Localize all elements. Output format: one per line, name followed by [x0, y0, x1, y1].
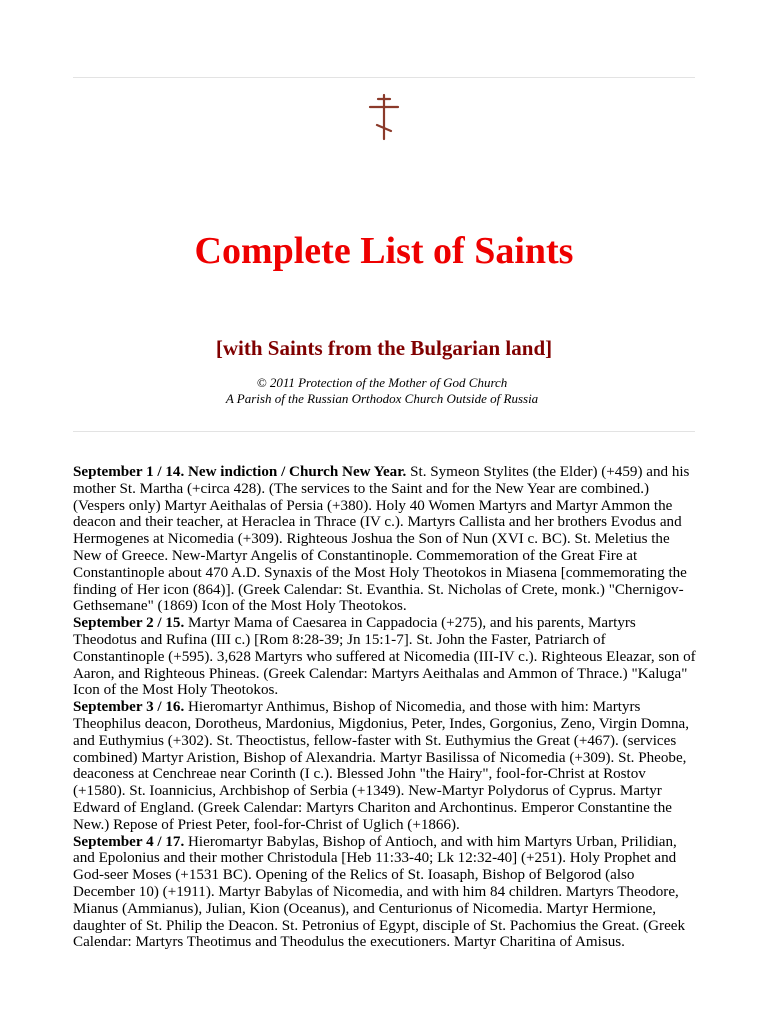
entry-text: Hieromartyr Anthimus, Bishop of Nicomedia, and those with him: Martyrs Theophilus deacon, Dorotheus, Mardonius, Migdonius, Peter, Indes, Gorgonius, Zeno, Virgin Domna, and Euthymius (+302). St. Theoctistus, fellow-faster with St. Euthymius the Great (+467). (services combined) Martyr Aristion, Bishop of Alexandria. Martyr Basilissa of Nicomedia (+309). St. Pheobe, deaconess at Cenchreae near Corinth (I c.). Blessed John "the Hairy", fool-for-Christ at Rostov (+1580). St. Ioannicius, Archbishop of Serbia (+1349). New-Martyr Polydorus of Cyprus. Martyr Edward of England. (Greek Calendar: Martyrs Chariton and Archontinus. Emperor Constantine the New.) Repose of Priest Peter, fool-for-Christ of Uglich (+1866). [73, 699, 690, 833]
parish-line: A Parish of the Russian Orthodox Church Outside of Russia [225, 391, 539, 406]
entry-date: September 4 / 17. [73, 833, 185, 850]
copyright-line: © 2011 Protection of the Mother of God Church [256, 375, 508, 390]
page-subtitle: [with Saints from the Bulgarian land] [215, 336, 553, 360]
entry-september-4 [73, 834, 697, 952]
entry-september-3 [73, 699, 697, 833]
saints-list [73, 464, 697, 951]
entry-september-2 [73, 615, 697, 699]
orthodox-cross-icon [366, 93, 402, 141]
entry-text: St. Symeon Stylites (the Elder) (+459) and his mother St. Martha (+circa 428). (The services to the Saint and for the New Year are combined.) (Vespers only) Martyr Aeithalas of Persia (+380). Holy 40 Women Martyrs and Martyr Ammon the deacon and their teacher, at Heraclea in Thrace (IV c.). Martyrs Callista and her brothers Evodus and Hermogenes at Nicomedia (+309). Righteous Joshua the Son of Nun (XVI c. BC). St. Meletius the New of Greece. New-Martyr Angelis of Constantinople. Commemoration of the Great Fire at Constantinople about 470 A.D. Synaxis of the Most Holy Theotokos in Miasena [commemorating the finding of Her icon (864)]. (Greek Calendar: St. Evanthia. St. Nicholas of Crete, monk.) "Chernigov-Gethsemane" (1869) Icon of the Most Holy Theotokos. [73, 464, 690, 615]
bottom-divider [73, 431, 695, 432]
entry-september-1 [73, 464, 697, 615]
entry-date: September 1 / 14. New indiction / Church New Year. [73, 464, 407, 480]
entry-date: September 2 / 15. [73, 615, 185, 632]
entry-date: September 3 / 16. [73, 699, 185, 716]
top-divider [73, 77, 695, 78]
entry-text: Martyr Mama of Caesarea in Cappadocia (+275), and his parents, Martyrs Theodotus and Rufina (III c.) [Rom 8:28-39; Jn 15:1-7]. St. John the Faster, Patriarch of Constantinople (+595). 3,628 Martyrs who suffered at Nicomedia (III-IV c.). Righteous Eleazar, son of Aaron, and Righteous Phineas. (Greek Calendar: Martyrs Aeithalas and Ammon of Thrace.) "Kaluga" Icon of the Most Holy Theotokos. [73, 615, 696, 699]
entry-text: Hieromartyr Babylas, Bishop of Antioch, and with him Martyrs Urban, Prilidian, and Epolonius and their mother Christodula [Heb 11:33-40; Lk 12:32-40] (+251). Holy Prophet and God-seer Moses (+1531 BC). Opening of the Relics of St. Ioasaph, Bishop of Belgorod (also December 10) (+1911). Martyr Babylas of Nicomedia, and with him 84 children. Martyrs Theodore, Mianus (Ammianus), Julian, Kion (Oceanus), and Centurionus of Nicomedia. Martyr Hermione, daughter of St. Philip the Deacon. St. Petronius of Egypt, disciple of St. Pachomius the Great. (Greek Calendar: Martyrs Theotimus and Theodulus the executioners. Martyr Charitina of Amisus. [73, 833, 686, 951]
page-title: Complete List of Saints [194, 230, 574, 272]
credits [0, 375, 764, 407]
